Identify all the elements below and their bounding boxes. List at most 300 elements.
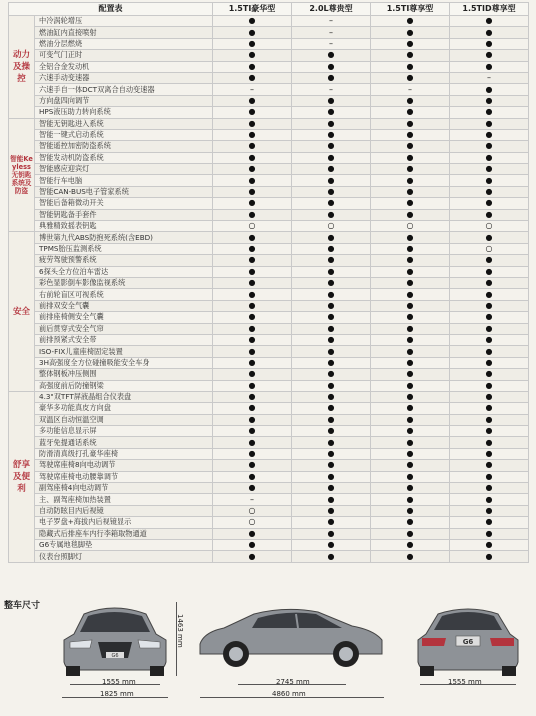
feature-name: 驾驶席座椅8向电动调节 [35,460,213,471]
feature-mark: ● [292,494,371,505]
table-row [9,528,529,539]
feature-mark: ● [292,141,371,152]
feature-name: G6专属地毯脚垫 [35,539,213,550]
feature-mark: ● [371,517,450,528]
feature-name: 3H高强度全方位碰撞吸能安全车身 [35,357,213,368]
car-rear-view [412,600,524,678]
feature-mark: ● [213,426,292,437]
feature-mark: ● [450,448,529,459]
feature-mark: ● [292,334,371,345]
feature-mark: ● [371,403,450,414]
table-row [9,61,529,72]
section-label: 舒享及便利 [9,391,35,562]
table-row [9,118,529,129]
table-row [9,95,529,106]
car-side-view [196,606,386,670]
feature-mark: ● [292,539,371,550]
feature-name: 六速手动变速器 [35,72,213,83]
front-track-value: 1555 mm [102,678,136,686]
feature-mark: ● [292,391,371,402]
feature-mark: ○ [371,221,450,232]
table-row [9,277,529,288]
feature-mark: ● [450,312,529,323]
feature-name: 6探头全方位泊车雷达 [35,266,213,277]
feature-mark: ● [450,323,529,334]
feature-mark: ● [213,551,292,562]
feature-mark: ● [371,277,450,288]
feature-mark: ● [450,414,529,425]
height-value: 1463 mm [176,614,184,648]
feature-mark: ● [292,403,371,414]
feature-name: 中冷涡轮增压 [35,16,213,27]
feature-mark: ● [213,95,292,106]
feature-mark: ● [371,141,450,152]
feature-mark: ● [450,118,529,129]
feature-mark: ● [450,551,529,562]
feature-name: 多功能信息显示屏 [35,426,213,437]
feature-name: TPMS胎压监测系统 [35,243,213,254]
table-row [9,539,529,550]
feature-name: 副驾座椅4向电动调节 [35,483,213,494]
feature-mark: ● [213,483,292,494]
header-title: 配置表 [9,3,213,16]
feature-mark: ● [450,277,529,288]
feature-mark: ● [450,198,529,209]
feature-mark: ● [371,243,450,254]
feature-mark: ● [371,528,450,539]
table-row [9,391,529,402]
table-row [9,483,529,494]
feature-mark: ● [213,72,292,83]
feature-name: 燃油缸内直接喷射 [35,27,213,38]
dimensions-title: 整车尺寸 [4,601,41,611]
feature-name: 双温区自动恒温空调 [35,414,213,425]
table-row [9,221,529,232]
feature-mark: ● [213,16,292,27]
feature-mark: ● [450,494,529,505]
feature-mark: ● [450,517,529,528]
feature-mark: ● [371,460,450,471]
feature-mark: ● [213,164,292,175]
feature-name: 前排座椅侧安全气囊 [35,312,213,323]
feature-mark: ● [213,198,292,209]
feature-mark: ● [450,505,529,516]
feature-mark: ● [450,460,529,471]
feature-mark: ● [371,72,450,83]
feature-mark: ● [371,312,450,323]
feature-mark: ● [213,539,292,550]
feature-mark: ● [450,16,529,27]
feature-mark: ● [213,232,292,243]
feature-mark: ● [213,186,292,197]
feature-mark: ● [213,50,292,61]
feature-mark: ● [450,471,529,482]
feature-mark: ● [292,118,371,129]
feature-mark: ● [292,232,371,243]
feature-mark: ● [292,483,371,494]
feature-name: 智能一键式启动系统 [35,129,213,140]
feature-mark: ● [371,209,450,220]
feature-mark: ● [292,50,371,61]
feature-mark: ● [371,164,450,175]
feature-mark: ● [450,426,529,437]
feature-mark: ● [292,266,371,277]
feature-name: 前排双安全气囊 [35,300,213,311]
table-row [9,198,529,209]
table-row [9,505,529,516]
feature-mark: ● [450,483,529,494]
feature-name: 右前轮盲区可视系统 [35,289,213,300]
table-row [9,72,529,83]
feature-mark: ● [450,255,529,266]
feature-mark: ● [371,16,450,27]
table-row [9,437,529,448]
feature-mark: ● [450,289,529,300]
feature-mark: ● [371,152,450,163]
feature-mark: ● [292,517,371,528]
feature-mark: – [292,16,371,27]
feature-mark: ● [213,266,292,277]
table-row [9,517,529,528]
feature-name: 智能CAN-BUS电子管家系统 [35,186,213,197]
feature-name: 前排预紧式安全带 [35,334,213,345]
feature-name: 全铝合金发动机 [35,61,213,72]
feature-mark: ● [450,107,529,118]
car-front-view [56,600,174,678]
config-table [8,2,529,563]
feature-mark: ● [371,129,450,140]
table-row [9,460,529,471]
feature-mark: ● [371,448,450,459]
table-row [9,414,529,425]
table-row [9,129,529,140]
feature-mark: ● [292,243,371,254]
feature-mark: ● [292,152,371,163]
feature-name: 智能后备箱微动开关 [35,198,213,209]
feature-mark: ● [213,380,292,391]
feature-mark: ● [450,403,529,414]
feature-mark: ● [292,426,371,437]
feature-mark: ● [371,61,450,72]
feature-mark: – [450,72,529,83]
table-row [9,243,529,254]
feature-name: 疲劳驾驶预警系统 [35,255,213,266]
feature-mark: ● [292,528,371,539]
feature-mark: ● [371,494,450,505]
table-row [9,209,529,220]
feature-mark: ● [371,334,450,345]
feature-mark: ● [450,232,529,243]
feature-name: 典雅精致摇表钥匙 [35,221,213,232]
feature-name: 高强度前后防撞钢梁 [35,380,213,391]
feature-mark: ● [292,107,371,118]
feature-mark: ● [450,50,529,61]
feature-mark: ● [213,391,292,402]
feature-mark: ○ [450,221,529,232]
table-row [9,380,529,391]
feature-mark: ● [371,38,450,49]
table-row [9,266,529,277]
feature-mark: ● [450,391,529,402]
table-row [9,186,529,197]
feature-mark: ● [292,289,371,300]
feature-mark: ● [292,300,371,311]
feature-name: 博世第九代ABS防抱死系统(含EBD) [35,232,213,243]
feature-mark: ● [213,129,292,140]
feature-mark: ● [213,141,292,152]
feature-name: 可变气门正时 [35,50,213,61]
feature-mark: ● [292,346,371,357]
feature-mark: ● [213,255,292,266]
table-row [9,357,529,368]
feature-mark: ● [213,448,292,459]
header-trim-1: 1.5TI豪华型 [213,3,292,16]
feature-mark: ● [213,312,292,323]
feature-mark: ● [292,175,371,186]
feature-mark: ● [292,164,371,175]
feature-mark: ● [292,414,371,425]
table-row [9,164,529,175]
feature-mark: ● [371,300,450,311]
table-row [9,471,529,482]
feature-name: 4.3"双TFT屏液晶组合仪表盘 [35,391,213,402]
feature-mark: ● [450,129,529,140]
feature-mark: ● [371,380,450,391]
feature-mark: ● [450,380,529,391]
feature-mark: – [292,38,371,49]
feature-mark: ● [213,414,292,425]
feature-mark: ● [292,460,371,471]
feature-name: 智能发动机防盗系统 [35,152,213,163]
feature-name: 电子罗盘+海拔内后视镜显示 [35,517,213,528]
feature-mark: ● [371,186,450,197]
feature-mark: ● [450,300,529,311]
feature-name: 蓝牙免提通话系统 [35,437,213,448]
feature-mark: ● [450,528,529,539]
feature-mark: ○ [450,243,529,254]
feature-mark: ● [371,551,450,562]
feature-mark: ● [371,255,450,266]
feature-mark: ● [292,72,371,83]
feature-mark: ● [213,277,292,288]
feature-mark: ● [292,448,371,459]
feature-name: 智能无钥匙进入系统 [35,118,213,129]
feature-mark: ● [292,95,371,106]
feature-mark: – [292,27,371,38]
feature-mark: ● [213,528,292,539]
table-row [9,232,529,243]
feature-mark: ● [292,380,371,391]
feature-mark: ● [371,357,450,368]
feature-name: 智能遥控加密防盗系统 [35,141,213,152]
feature-name: HPS液压助力转向系统 [35,107,213,118]
feature-mark: ● [292,255,371,266]
feature-mark: ● [450,437,529,448]
feature-mark: ● [292,369,371,380]
feature-mark: ● [371,198,450,209]
feature-mark: ● [292,437,371,448]
feature-name: 前后贯穿式安全气帘 [35,323,213,334]
feature-mark: ● [450,266,529,277]
table-row [9,403,529,414]
section-label: 智能Keyless无钥匙系统及防盗 [9,118,35,232]
feature-name: 智能行车电脑 [35,175,213,186]
feature-mark: ● [292,357,371,368]
header-trim-4: 1.5TID尊享型 [450,3,529,16]
feature-mark: ● [292,551,371,562]
feature-mark: ● [213,403,292,414]
feature-mark: ● [450,346,529,357]
section-label: 安全 [9,232,35,391]
header-trim-2: 2.0L尊贵型 [292,3,371,16]
feature-name: 智能感应迎宾灯 [35,164,213,175]
feature-mark: ● [371,50,450,61]
feature-mark: ○ [292,221,371,232]
table-row [9,494,529,505]
feature-mark: ● [371,346,450,357]
feature-mark: ● [371,175,450,186]
feature-name: 豪华多功能真皮方向盘 [35,403,213,414]
feature-mark: ● [371,539,450,550]
table-row [9,141,529,152]
table-row [9,346,529,357]
width-value: 1825 mm [100,690,134,698]
feature-name: 仪表台照脚灯 [35,551,213,562]
table-row [9,50,529,61]
table-row [9,255,529,266]
feature-mark: ● [371,27,450,38]
feature-mark: ● [450,369,529,380]
table-row [9,551,529,562]
feature-name: 整体钢板冲压侧围 [35,369,213,380]
feature-mark: ● [213,175,292,186]
feature-mark: ● [371,471,450,482]
feature-mark: ● [450,84,529,95]
feature-mark: ● [371,107,450,118]
feature-mark: ● [292,129,371,140]
feature-mark: ● [450,357,529,368]
feature-mark: ● [371,232,450,243]
feature-mark: ● [292,471,371,482]
table-row [9,289,529,300]
feature-mark: ● [450,334,529,345]
feature-mark: ● [292,186,371,197]
feature-name: 驾驶席座椅电动腰靠调节 [35,471,213,482]
feature-mark: ● [292,61,371,72]
feature-mark: ● [213,107,292,118]
feature-mark: ● [371,118,450,129]
feature-mark: ● [450,152,529,163]
feature-name: 防滑清真级打孔豪华座椅 [35,448,213,459]
feature-mark: ● [213,61,292,72]
feature-mark: ● [371,483,450,494]
feature-mark: ● [213,243,292,254]
table-row [9,38,529,49]
feature-mark: ● [213,38,292,49]
feature-mark: ● [450,175,529,186]
feature-mark: ● [371,369,450,380]
table-row [9,334,529,345]
feature-mark: ● [213,437,292,448]
feature-mark: ● [450,209,529,220]
rear-badge: G6 [462,638,474,646]
feature-mark: ● [213,118,292,129]
feature-mark: ● [292,505,371,516]
feature-mark: ● [213,460,292,471]
feature-mark: ● [450,164,529,175]
feature-mark: ● [371,323,450,334]
feature-mark: ● [450,186,529,197]
feature-mark: ● [450,141,529,152]
feature-mark: ● [213,152,292,163]
feature-mark: ● [450,539,529,550]
wheelbase-value: 2745 mm [276,678,310,686]
section-label: 动力及操控 [9,16,35,119]
table-row [9,448,529,459]
table-row [9,300,529,311]
feature-mark: ○ [213,505,292,516]
feature-mark: ● [371,289,450,300]
length-value: 4860 mm [272,690,306,698]
feature-mark: ● [450,61,529,72]
feature-mark: ● [371,426,450,437]
feature-mark: – [292,84,371,95]
feature-mark: ● [371,437,450,448]
feature-mark: ● [371,391,450,402]
table-row [9,426,529,437]
feature-mark: ● [371,505,450,516]
feature-name: 燃油分层燃烧 [35,38,213,49]
feature-mark: ● [450,95,529,106]
feature-mark: ● [213,323,292,334]
feature-mark: ● [292,198,371,209]
feature-mark: ● [213,289,292,300]
feature-mark: ● [292,209,371,220]
feature-mark: ● [213,334,292,345]
feature-mark: ● [213,369,292,380]
feature-mark: ● [450,38,529,49]
feature-mark: – [213,494,292,505]
table-row [9,312,529,323]
feature-mark: ● [371,266,450,277]
table-row [9,152,529,163]
feature-mark: ● [371,95,450,106]
feature-name: ISO-FIX儿童座椅固定装置 [35,346,213,357]
table-row [9,27,529,38]
table-row [9,16,529,27]
feature-mark: ● [213,27,292,38]
feature-mark: ● [371,414,450,425]
feature-mark: ● [450,27,529,38]
feature-mark: ● [292,323,371,334]
header-trim-3: 1.5TI尊享型 [371,3,450,16]
feature-name: 智能钥匙备手套件 [35,209,213,220]
feature-name: 方向盘四向调节 [35,95,213,106]
feature-name: 自动防眩目内后视镜 [35,505,213,516]
table-header [9,3,529,16]
feature-mark: ○ [213,517,292,528]
feature-mark: ● [213,357,292,368]
feature-name: 隐藏式后排座车内行李箱取物通道 [35,528,213,539]
table-row [9,323,529,334]
feature-mark: ● [213,209,292,220]
feature-mark: – [213,84,292,95]
feature-name: 主、副驾座椅加热装置 [35,494,213,505]
table-body [9,16,529,563]
table-row [9,107,529,118]
table-row [9,175,529,186]
feature-name: 六速手自一体DCT双离合自动变速器 [35,84,213,95]
